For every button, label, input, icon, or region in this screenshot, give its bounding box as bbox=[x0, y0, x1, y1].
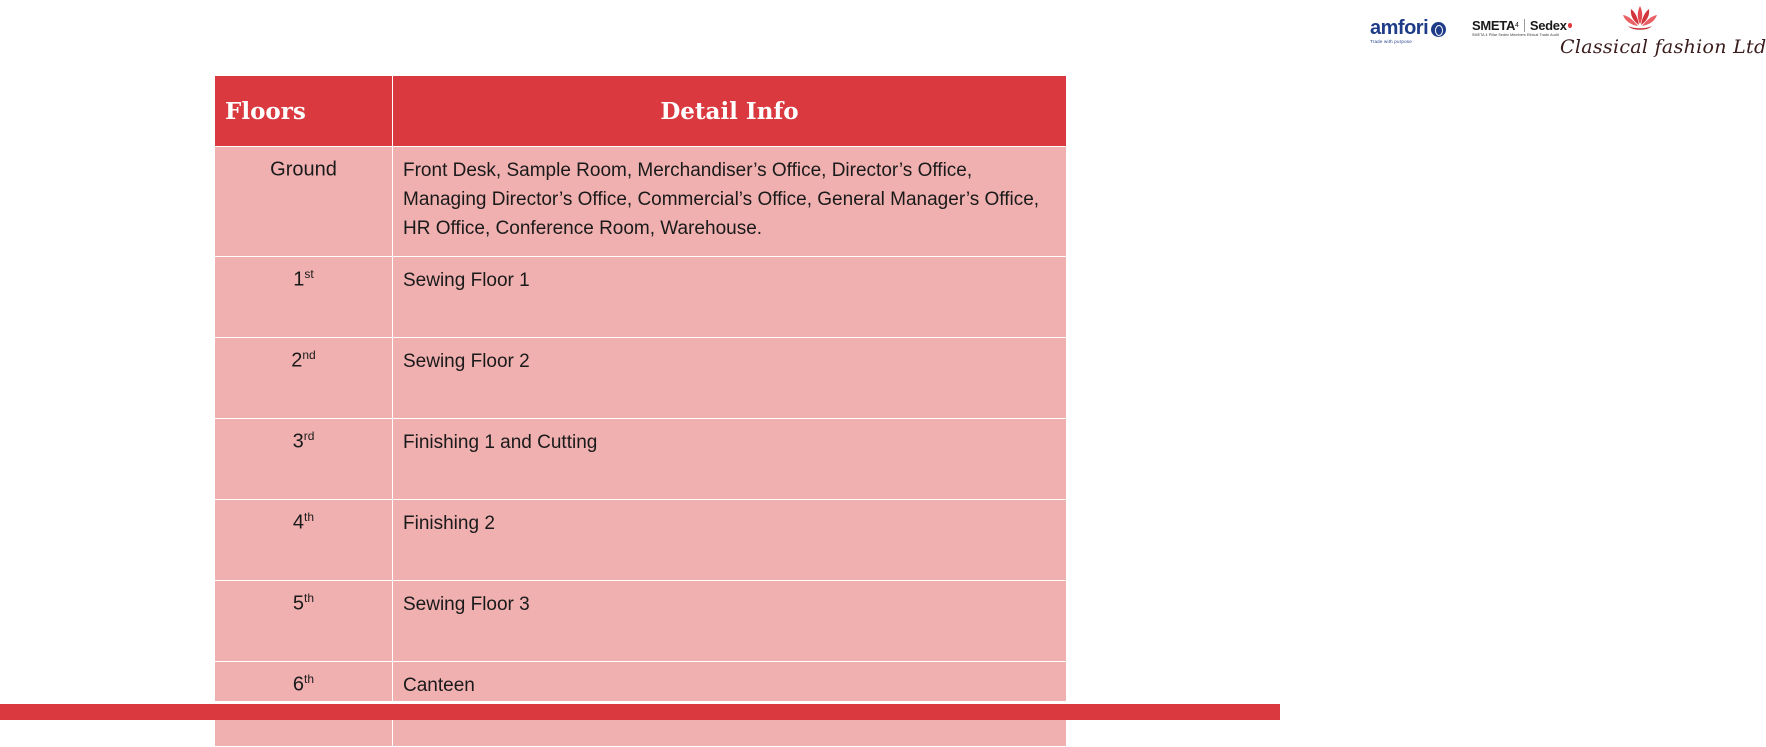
floor-ordinal-suffix: th bbox=[304, 671, 315, 686]
floors-table bbox=[214, 75, 1067, 747]
detail-info: Canteen bbox=[393, 661, 1067, 746]
company-name: Classical fashion Ltd bbox=[1560, 36, 1766, 58]
table-header bbox=[215, 76, 1067, 147]
floor-ordinal-suffix: th bbox=[304, 590, 315, 605]
floor-label bbox=[215, 256, 393, 337]
floor-ordinal-suffix: rd bbox=[303, 428, 315, 443]
floors-table-container bbox=[214, 75, 1067, 747]
floor-ordinal-suffix: nd bbox=[302, 347, 316, 362]
floor-number: 6 bbox=[292, 673, 305, 696]
table-row bbox=[215, 337, 1067, 418]
detail-info: Front Desk, Sample Room, Merchandiser’s Office, Director’s Office, Managing Director’s Office, Commercial’s Office, General Manager’s Office, HR Office, Conference Room, Warehouse. bbox=[393, 147, 1067, 257]
detail-info: Finishing 1 and Cutting bbox=[393, 418, 1067, 499]
floor-number: 1 bbox=[293, 268, 305, 291]
column-header-detail-info: Detail Info bbox=[393, 76, 1067, 147]
floor-number: 3 bbox=[292, 430, 304, 453]
detail-info: Finishing 2 bbox=[393, 499, 1067, 580]
lotus-flower-icon bbox=[1618, 4, 1662, 34]
table-row bbox=[215, 256, 1067, 337]
detail-info: Sewing Floor 1 bbox=[393, 256, 1067, 337]
floor-number: 5 bbox=[292, 592, 305, 615]
detail-info: Sewing Floor 2 bbox=[393, 337, 1067, 418]
sedex-wordmark: Sedex bbox=[1529, 18, 1567, 33]
amfori-circle-icon bbox=[1431, 22, 1446, 37]
amfori-tagline: Trade with purpose bbox=[1370, 39, 1412, 44]
column-header-floors: Floors bbox=[215, 76, 393, 147]
smeta-divider bbox=[1524, 19, 1525, 32]
table-row bbox=[215, 147, 1067, 257]
floor-ordinal-suffix: st bbox=[304, 266, 314, 281]
header-logos bbox=[860, 0, 1766, 72]
floor-label bbox=[215, 337, 393, 418]
floor-label bbox=[215, 418, 393, 499]
detail-info: Sewing Floor 3 bbox=[393, 580, 1067, 661]
floor-number: 4 bbox=[292, 511, 305, 534]
smeta-sedex-logo bbox=[1472, 19, 1572, 38]
floor-label bbox=[215, 147, 393, 257]
smeta-row bbox=[1472, 19, 1572, 32]
amfori-wordmark: amfori bbox=[1370, 17, 1429, 39]
amfori-logo bbox=[1370, 18, 1456, 45]
floor-label bbox=[215, 499, 393, 580]
company-logo bbox=[1560, 4, 1766, 58]
floor-ordinal-suffix: th bbox=[304, 509, 315, 524]
floor-number: 2 bbox=[291, 349, 303, 372]
smeta-superscript: 4 bbox=[1515, 22, 1519, 29]
table-row bbox=[215, 580, 1067, 661]
table-body bbox=[215, 147, 1067, 747]
floor-number: Ground bbox=[270, 158, 337, 181]
floor-label bbox=[215, 580, 393, 661]
table-row bbox=[215, 499, 1067, 580]
smeta-tagline: SMETA 4 Pillar Sedex Members Ethical Trade Audit bbox=[1472, 33, 1559, 37]
table-header-row bbox=[215, 76, 1067, 147]
footer-accent-bar bbox=[0, 704, 1280, 720]
smeta-wordmark: SMETA bbox=[1472, 18, 1516, 33]
table-row bbox=[215, 418, 1067, 499]
